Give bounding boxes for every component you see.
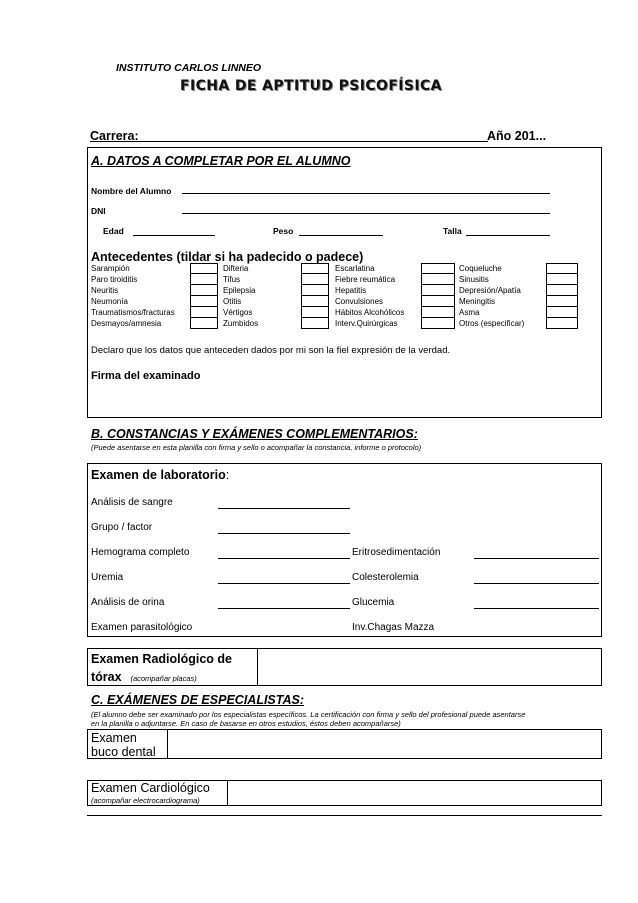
anio-label: Año 201... <box>487 129 547 143</box>
checkbox[interactable] <box>421 318 455 329</box>
radio-note: (acompañar placas) <box>130 674 197 683</box>
cardio-note: (acompañar electrocardiograma) <box>91 796 200 805</box>
antecedente-label: Hábitos Alcohólicos <box>335 308 405 317</box>
checkbox[interactable] <box>301 274 329 285</box>
peso-field[interactable] <box>299 235 383 236</box>
antecedente-label: Sarampión <box>91 264 130 273</box>
analisis-sangre-label: Análisis de sangre <box>91 497 173 508</box>
buco-result-field[interactable] <box>169 731 599 757</box>
institute-name: INSTITUTO CARLOS LINNEO <box>116 62 262 74</box>
antecedente-label: Interv.Quirúrgicas <box>335 319 398 328</box>
checkbox[interactable] <box>301 307 329 318</box>
checkbox[interactable] <box>421 296 455 307</box>
checkbox[interactable] <box>190 296 218 307</box>
buco-divider <box>167 729 168 759</box>
checkbox[interactable] <box>421 285 455 296</box>
chagas-label: Inv.Chagas Mazza <box>352 622 435 633</box>
cardio-label: Examen Cardiológico <box>91 781 210 795</box>
antecedente-label: Sinusitis <box>459 275 489 284</box>
firma-label: Firma del examinado <box>91 370 201 382</box>
checkbox[interactable] <box>546 318 578 329</box>
grupo-factor-field[interactable] <box>218 533 350 534</box>
antecedente-label: Paro tiroiditis <box>91 275 138 284</box>
radio-title-2: tórax <box>91 670 122 684</box>
checkbox[interactable] <box>546 285 578 296</box>
checkbox[interactable] <box>190 274 218 285</box>
checkbox[interactable] <box>301 285 329 296</box>
checkbox[interactable] <box>546 263 578 274</box>
lab-title-wrap <box>91 468 229 482</box>
form-title: FICHA DE APTITUD PSICOFÍSICA <box>180 78 442 94</box>
lab-colon: : <box>225 468 230 482</box>
radio-title-1: Examen Radiológico de <box>91 652 233 666</box>
talla-label: Talla <box>443 226 462 236</box>
antecedente-label: Depresión/Apatía <box>459 286 521 295</box>
parasitologico-label: Examen parasitológico <box>91 622 193 633</box>
peso-label: Peso <box>273 226 294 236</box>
glucemia-label: Glucemia <box>352 597 395 608</box>
antecedentes-col-3 <box>335 263 404 329</box>
antecedente-label: Convulsiones <box>335 297 384 306</box>
section-b-title: B. CONSTANCIAS Y EXÁMENES COMPLEMENTARIOS: <box>91 427 418 441</box>
antecedente-label: Meningitis <box>459 297 496 306</box>
cardio-divider <box>227 780 228 806</box>
checkbox[interactable] <box>301 318 329 329</box>
checkbox[interactable] <box>546 307 578 318</box>
checkbox[interactable] <box>301 296 329 307</box>
section-c-subtitle-1: (El alumno debe ser examinado por los especialistas específicos. La certificación con firma y sello del profesional puede asentarse <box>91 710 526 719</box>
declaration-text: Declaro que los datos que anteceden dados por mi son la fiel expresión de la verdad. <box>91 345 451 356</box>
antecedente-label: Asma <box>459 308 480 317</box>
antecedente-label: Coqueluche <box>459 264 502 273</box>
antecedente-label: Escarlatina <box>335 264 375 273</box>
cardio-result-field[interactable] <box>229 782 599 804</box>
analisis-sangre-field[interactable] <box>218 508 350 509</box>
antecedente-label: Difteria <box>223 264 249 273</box>
antecedente-label: Neumonía <box>91 297 128 306</box>
antecedente-label: Traumatismos/fracturas <box>91 308 175 317</box>
dni-label: DNI <box>91 206 106 216</box>
radio-divider <box>257 648 258 686</box>
checkbox[interactable] <box>421 307 455 318</box>
antecedente-label: Zumbidos <box>223 319 259 328</box>
bottom-line <box>87 815 602 816</box>
checkbox[interactable] <box>546 274 578 285</box>
antecedentes-col-2 <box>223 263 258 329</box>
hemograma-field[interactable] <box>218 558 350 559</box>
buco-label-1: Examen <box>91 731 137 745</box>
checkbox[interactable] <box>421 274 455 285</box>
edad-label: Edad <box>103 226 124 236</box>
antecedente-label: Epilepsia <box>223 286 256 295</box>
antecedente-label: Otitis <box>223 297 242 306</box>
antecedente-label: Vértigos <box>223 308 253 317</box>
talla-field[interactable] <box>466 235 550 236</box>
section-b-subtitle: (Puede asentarse en esta planilla con firma y sello o acompañar la constancia, informe o protocolo) <box>91 443 422 452</box>
edad-field[interactable] <box>133 235 215 236</box>
grupo-factor-label: Grupo / factor <box>91 522 153 533</box>
orina-field[interactable] <box>218 608 350 609</box>
antecedente-label: Fiebre reumática <box>335 275 396 284</box>
buco-label-2: buco dental <box>91 745 156 759</box>
hemograma-label: Hemograma completo <box>91 547 190 558</box>
antecedente-label: Neuritis <box>91 286 119 295</box>
antecedente-label: Tifus <box>223 275 241 284</box>
checkbox[interactable] <box>301 263 329 274</box>
nombre-field[interactable] <box>182 193 550 194</box>
antecedentes-title: Antecedentes (tildar si ha padecido o padece) <box>91 250 364 264</box>
nombre-label: Nombre del Alumno <box>91 186 172 196</box>
checkbox[interactable] <box>190 307 218 318</box>
carrera-field[interactable] <box>138 141 488 142</box>
checkbox[interactable] <box>546 296 578 307</box>
checkbox[interactable] <box>190 263 218 274</box>
radio-result-field[interactable] <box>259 650 599 684</box>
uremia-field[interactable] <box>218 583 350 584</box>
carrera-label: Carrera: <box>90 129 139 143</box>
section-c-title: C. EXÁMENES DE ESPECIALISTAS: <box>91 693 304 707</box>
section-a-title: A. DATOS A COMPLETAR POR EL ALUMNO <box>91 154 351 168</box>
radio-title-2-wrap <box>91 668 197 686</box>
antecedente-label: Hepatitis <box>335 286 367 295</box>
checkbox[interactable] <box>190 285 218 296</box>
colesterolemia-field[interactable] <box>474 583 599 584</box>
section-c-subtitle-2: en la planilla o adjuntarse. En caso de basarse en otros estudios, éstos deben acompañarse) <box>91 719 401 728</box>
orina-label: Análisis de orina <box>91 597 165 608</box>
antecedentes-col-4 <box>459 263 524 329</box>
uremia-label: Uremia <box>91 572 124 583</box>
lab-title: Examen de laboratorio <box>91 468 226 482</box>
antecedentes-col-1 <box>91 263 175 329</box>
glucemia-field[interactable] <box>474 608 599 609</box>
antecedente-label: Otros (especificar) <box>459 319 525 328</box>
antecedente-label: Desmayos/amnesia <box>91 319 162 328</box>
eritro-label: Eritrosedimentación <box>352 547 441 558</box>
dni-field[interactable] <box>182 213 550 214</box>
checkbox[interactable] <box>190 318 218 329</box>
checkbox[interactable] <box>421 263 455 274</box>
colesterolemia-label: Colesterolemia <box>352 572 419 583</box>
eritro-field[interactable] <box>474 558 599 559</box>
